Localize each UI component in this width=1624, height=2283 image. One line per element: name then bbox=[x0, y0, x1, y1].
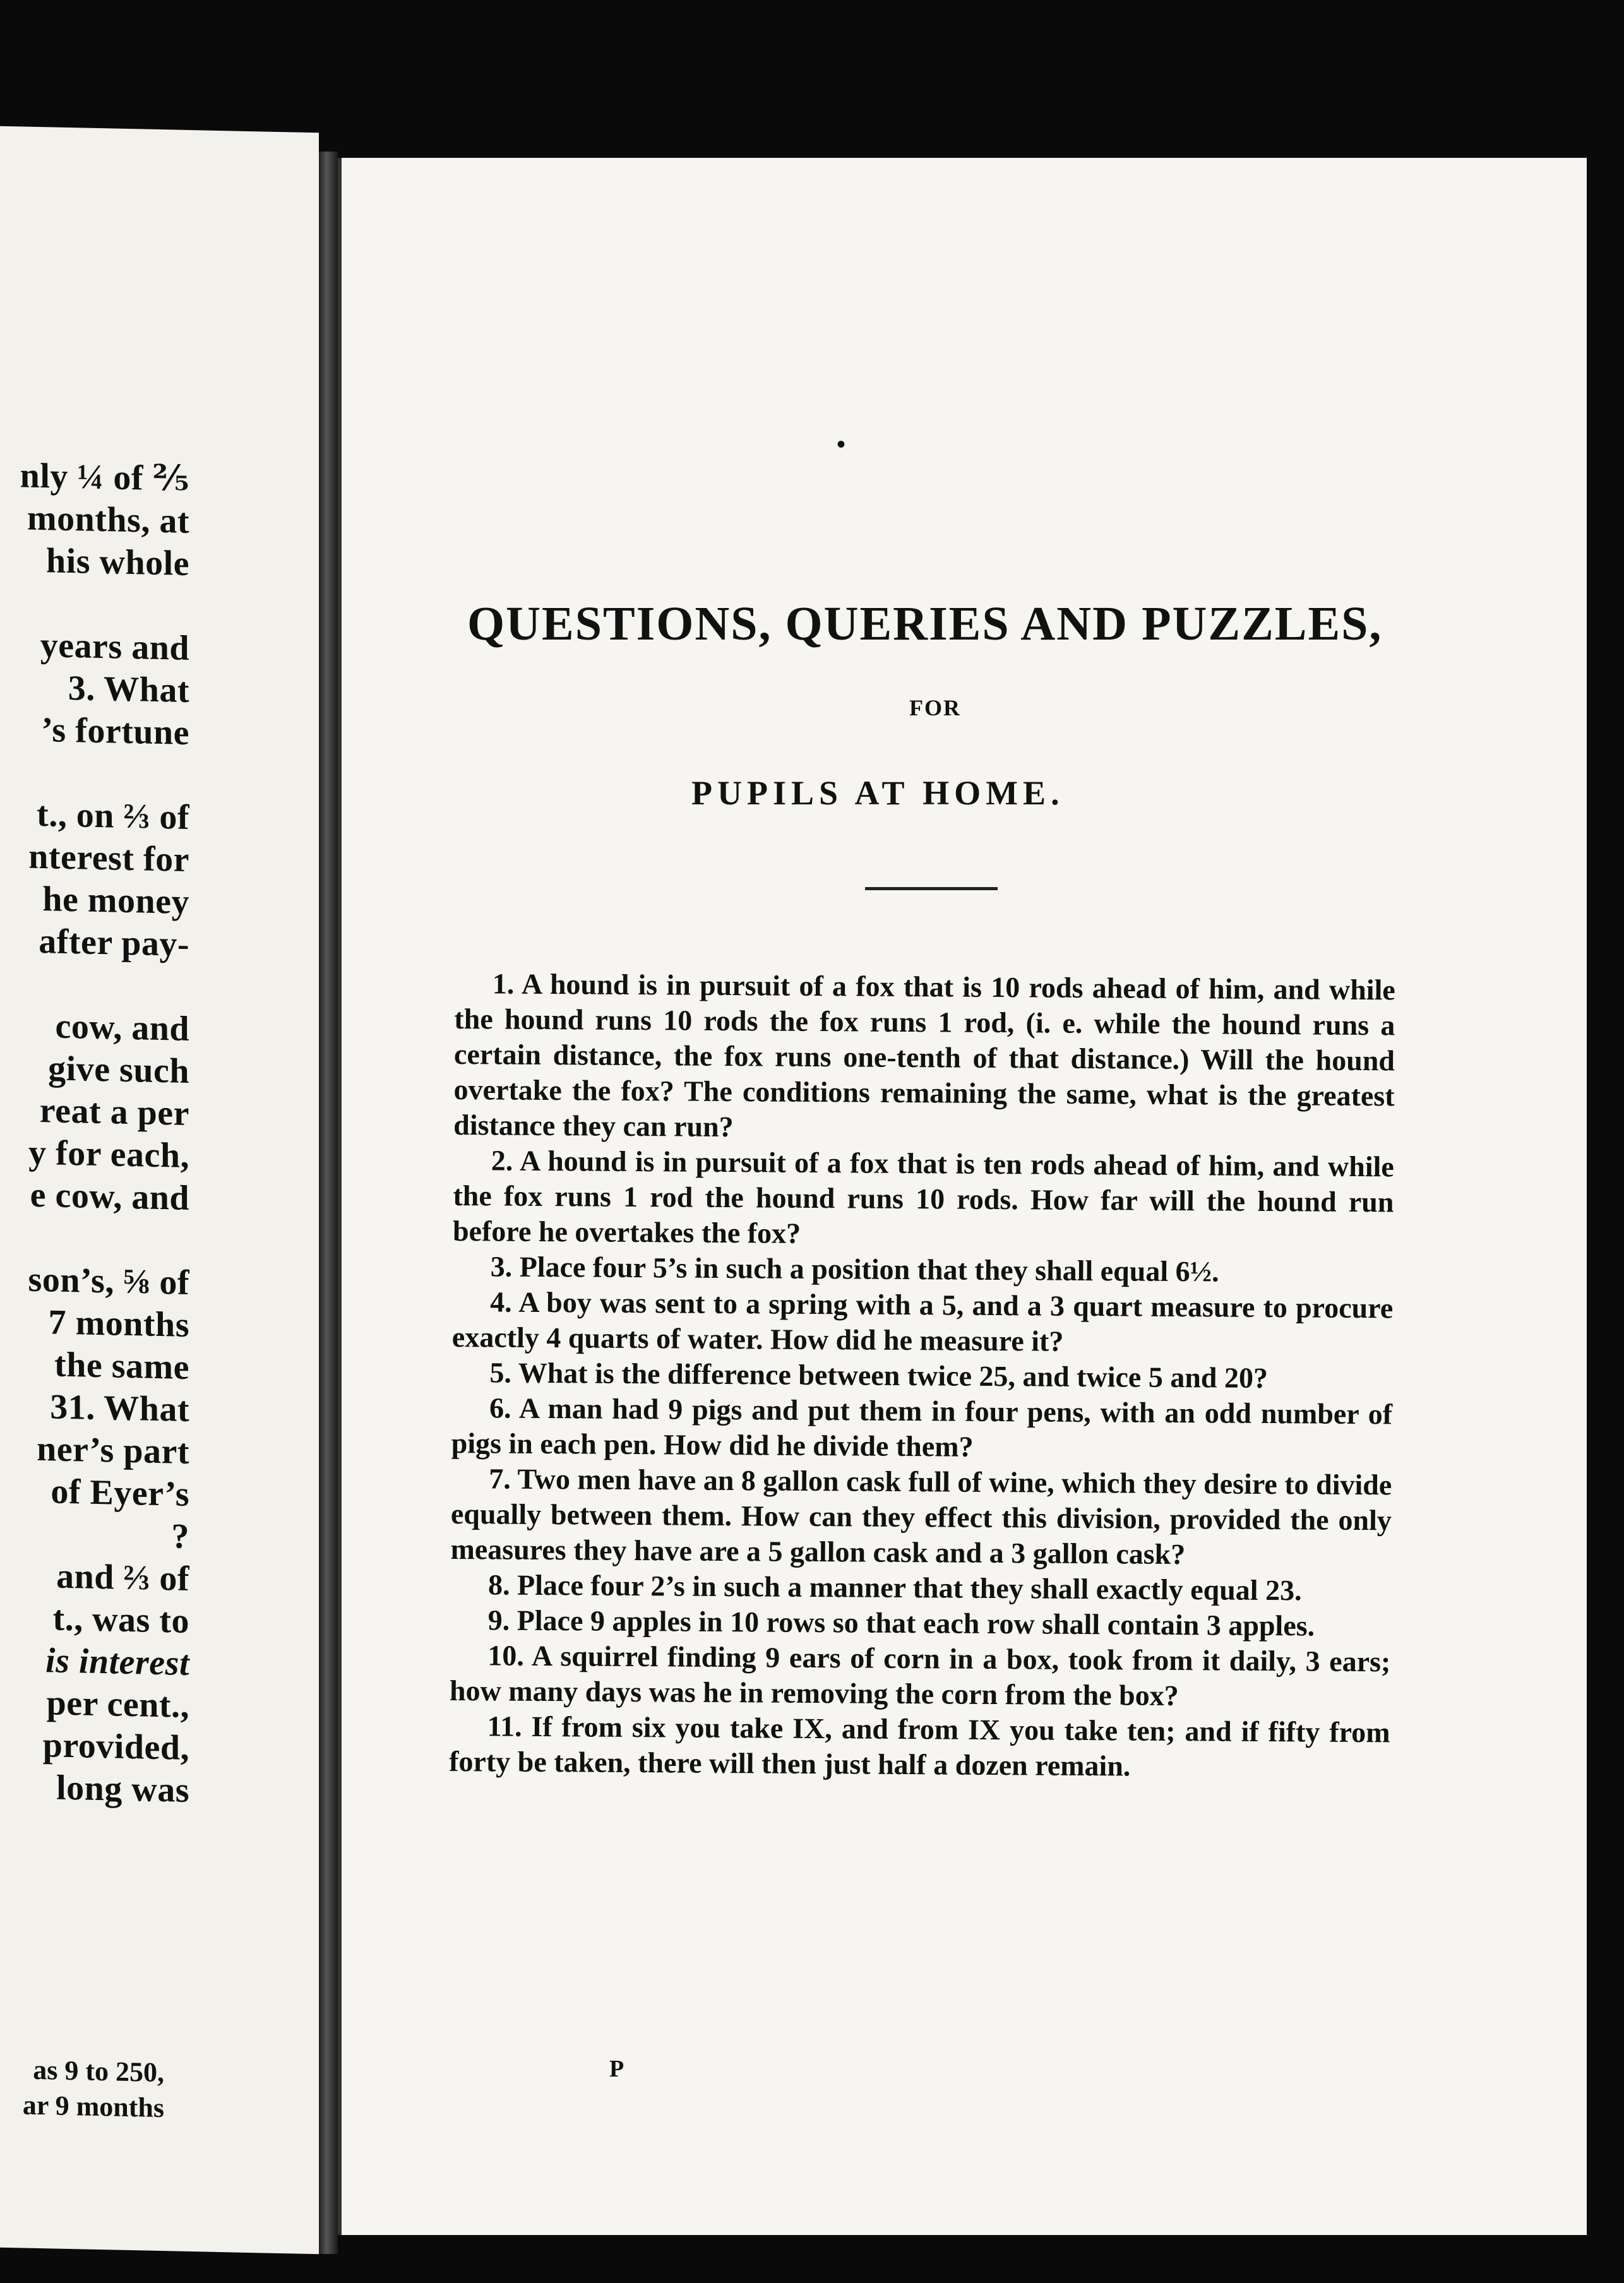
left-line: ner’s part bbox=[37, 1429, 189, 1472]
left-line: 31. What bbox=[50, 1387, 189, 1429]
left-line: provided, bbox=[42, 1726, 189, 1768]
left-line-gap bbox=[0, 581, 189, 628]
title-rule bbox=[865, 887, 998, 890]
left-line: of Eyer’s bbox=[51, 1472, 189, 1514]
header-mark: • bbox=[837, 430, 846, 458]
question-item: 3. Place four 5’s in such a position that they shall equal 6½. bbox=[490, 1250, 1219, 1288]
question-item: 6. A man had 9 pigs and put them in four pens, with an odd number of pigs in each pen. How did he divide them? bbox=[451, 1392, 1393, 1463]
left-line: y for each, bbox=[28, 1133, 189, 1176]
left-line: nly ¼ of ⅖ bbox=[20, 456, 189, 499]
page-subtitle: PUPILS AT HOME. bbox=[691, 774, 1065, 812]
left-line: t., was to bbox=[52, 1599, 189, 1641]
left-line: and ⅔ of bbox=[56, 1556, 189, 1599]
left-bottom-line: as 9 to 250, bbox=[33, 2054, 164, 2089]
left-line-gap bbox=[0, 962, 189, 1008]
left-page bbox=[0, 126, 319, 2255]
question-item: 10. A squirrel finding 9 ears of corn in a box, took from it daily, 3 ears; how many days was he in removing the corn from the box? bbox=[449, 1639, 1391, 1712]
question-item: 8. Place four 2’s in such a manner that they shall exactly equal 23. bbox=[487, 1568, 1302, 1607]
question-item: 4. A boy was sent to a spring with a 5, and a 3 quart measure to procure exactly 4 quarts of water. How did he measure it? bbox=[451, 1285, 1394, 1357]
left-line: the same bbox=[54, 1345, 189, 1387]
left-line: long was bbox=[56, 1768, 189, 1810]
left-line: his whole bbox=[46, 541, 189, 583]
left-line: son’s, ⅝ of bbox=[28, 1260, 189, 1302]
left-line: per cent., bbox=[46, 1683, 189, 1726]
left-bottom-line: ar 9 months bbox=[22, 2089, 164, 2124]
left-page-bottom bbox=[0, 2051, 164, 2126]
questions-list bbox=[449, 966, 1395, 1785]
left-line: years and bbox=[40, 626, 189, 668]
question-item: 11. If from six you take IX, and from IX you take ten; and if fifty from forty be taken, there will then just half a dozen remain. bbox=[449, 1710, 1390, 1782]
left-line: after pay- bbox=[39, 921, 189, 964]
left-line-gap bbox=[0, 750, 189, 797]
left-line: months, at bbox=[27, 498, 189, 541]
left-line: 3. What bbox=[68, 668, 189, 710]
left-line: cow, and bbox=[55, 1006, 189, 1049]
question-item: 7. Two men have an 8 gallon cask full of wine, which they desire to divide equally between them. How can they effect this division, provided the only measures they have are a 5 gallon cask and a 3 gallon cask? bbox=[450, 1462, 1392, 1571]
left-line-gap bbox=[0, 1215, 189, 1262]
left-page-text bbox=[0, 454, 189, 1812]
left-line: nterest for bbox=[28, 837, 189, 879]
left-line: he money bbox=[42, 879, 189, 922]
left-line: reat a per bbox=[39, 1091, 189, 1133]
for-label: FOR bbox=[909, 695, 961, 720]
left-line: e cow, and bbox=[30, 1175, 189, 1218]
left-line: ? bbox=[171, 1517, 189, 1556]
question-item: 9. Place 9 apples in 10 rows so that each row shall contain 3 apples. bbox=[487, 1604, 1315, 1642]
book-gutter bbox=[319, 152, 338, 2254]
left-line: give such bbox=[48, 1049, 189, 1091]
page-title: QUESTIONS, QUERIES AND PUZZLES, bbox=[467, 597, 1383, 650]
question-item: 2. A hound is in pursuit of a fox that is ten rods ahead of him, and while the fox runs 1 rod the hound runs 10 rods. How far will the hound run before he overtakes the fox? bbox=[452, 1144, 1394, 1249]
question-item: 5. What is the difference between twice 25, and twice 5 and 20? bbox=[489, 1356, 1269, 1395]
left-line: is interest bbox=[45, 1641, 189, 1683]
left-line: 7 months bbox=[48, 1302, 189, 1345]
question-item: 1. A hound is in pursuit of a fox that is 10 rods ahead of him, and while the hound runs 10 rods the fox runs 1 rod, (i. e. while the hound runs a certain distance, the fox runs one-tenth of that distance.) Will the hound overtake the fox? The conditions remaining the same, what is the greatest distance they can run? bbox=[453, 967, 1395, 1143]
left-line: ’s fortune bbox=[41, 710, 189, 753]
left-line: t., on ⅔ of bbox=[37, 794, 189, 837]
signature-mark: P bbox=[609, 2056, 624, 2082]
